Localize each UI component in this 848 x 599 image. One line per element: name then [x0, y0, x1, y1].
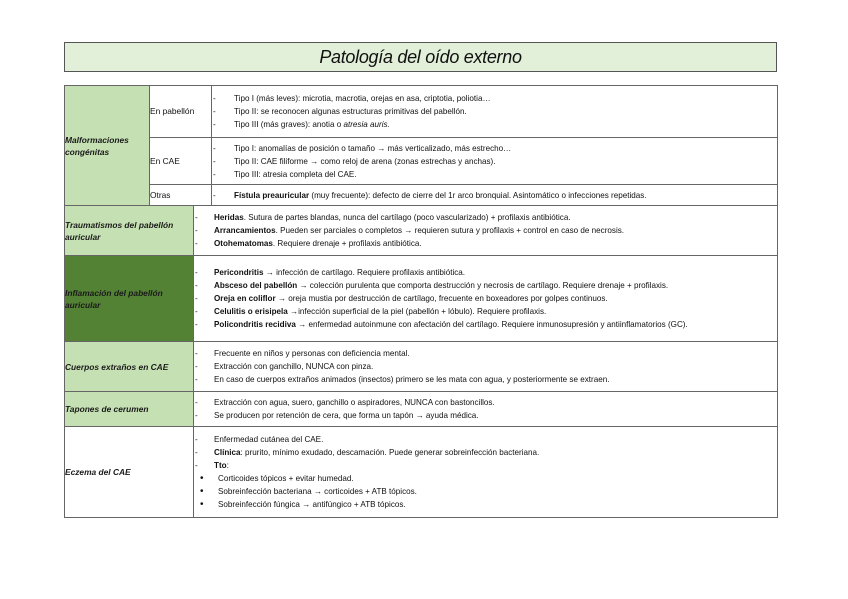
list-item: - Pericondritis → infección de cartílago. Requiere profilaxis antibiótica. [194, 266, 777, 279]
list-item: - Extracción con agua, suero, ganchillo o aspiradores, NUNCA con bastoncillos. [194, 396, 777, 409]
table-row [65, 138, 778, 185]
table-row [65, 427, 778, 518]
subcategory-cae: En CAE [150, 138, 212, 185]
category-inflamacion: Inflamación del pabellón auricular [65, 256, 194, 342]
table-row [65, 86, 778, 138]
content-eczema [194, 427, 778, 518]
list-item: • Sobreinfección bacteriana → corticoides + ATB tópicos. [198, 485, 777, 498]
list-item: • Corticoides tópicos + evitar humedad. [198, 472, 777, 485]
table-row [65, 342, 778, 392]
pathology-table [64, 85, 778, 518]
table-row [65, 185, 778, 206]
content-cae [212, 138, 778, 185]
content-otras [212, 185, 778, 206]
list-item: - Celulitis o erisipela →infección superficial de la piel (pabellón + lóbulo). Requiere profilaxis. [194, 305, 777, 318]
list-item: - Tipo II: se reconocen algunas estructuras primitivas del pabellón. [212, 105, 777, 118]
page-title: Patología del oído externo [319, 46, 522, 67]
list-item: - En caso de cuerpos extraños animados (insectos) primero se les mata con agua, y posteriormente se extraen. [194, 373, 777, 386]
category-eczema: Eczema del CAE [65, 427, 194, 518]
list-item: - Fístula preauricular (muy frecuente): defecto de cierre del 1r arco bronquial. Asintomático o infecciones repetidas. [212, 189, 777, 202]
category-malformaciones: Malformaciones congénitas [65, 86, 150, 206]
content-traumatismos [194, 206, 778, 256]
list-item: - Heridas. Sutura de partes blandas, nunca del cartílago (poco vascularizado) + profilaxis antibiótica. [194, 211, 777, 224]
category-cuerpos-extranos: Cuerpos extraños en CAE [65, 342, 194, 392]
list-item: - Tipo III: atresia completa del CAE. [212, 168, 777, 181]
content-cuerpos-extranos [194, 342, 778, 392]
table-row [65, 256, 778, 342]
table-row [65, 392, 778, 427]
list-item: - Absceso del pabellón → colección purulenta que comporta destrucción y necrosis de cartílago. Requiere drenaje + profilaxis. [194, 279, 777, 292]
content-inflamacion [194, 256, 778, 342]
list-item: - Oreja en coliflor → oreja mustia por destrucción de cartílago, frecuente en boxeadores por golpes continuos. [194, 292, 777, 305]
list-item: - Frecuente en niños y personas con deficiencia mental. [194, 347, 777, 360]
subcategory-pabellon: En pabellón [150, 86, 212, 138]
list-item: - Tipo II: CAE filiforme → como reloj de arena (zonas estrechas y anchas). [212, 155, 777, 168]
list-item: - Policondritis recidiva → enfermedad autoinmune con afectación del cartílago. Requiere inmunosupresión y antiinflamatorios (GC). [194, 318, 777, 331]
list-item: - Tto: [194, 459, 777, 472]
list-item: - Tipo III (más graves): anotia o atresia auris. [212, 118, 777, 131]
list-item: - Extracción con ganchillo, NUNCA con pinza. [194, 360, 777, 373]
table-row [65, 206, 778, 256]
list-item: - Tipo I (más leves): microtia, macrotia, orejas en asa, criptotia, poliotia… [212, 92, 777, 105]
category-tapones: Tapones de cerumen [65, 392, 194, 427]
list-item: - Se producen por retención de cera, que forma un tapón → ayuda médica. [194, 409, 777, 422]
list-item: - Arrancamientos. Pueden ser parciales o completos → requieren sutura y profilaxis + control en caso de necrosis. [194, 224, 777, 237]
list-item: - Otohematomas. Requiere drenaje + profilaxis antibiótica. [194, 237, 777, 250]
list-item: - Tipo I: anomalías de posición o tamaño → más verticalizado, más estrecho… [212, 142, 777, 155]
content-pabellon [212, 86, 778, 138]
category-traumatismos: Traumatismos del pabellón auricular [65, 206, 194, 256]
list-item: • Sobreinfección fúngica → antifúngico + ATB tópicos. [198, 498, 777, 511]
list-item: - Clínica: prurito, mínimo exudado, descamación. Puede generar sobreinfección bacteriana. [194, 446, 777, 459]
page-title-box [64, 42, 777, 72]
content-tapones [194, 392, 778, 427]
subcategory-otras: Otras [150, 185, 212, 206]
list-item: - Enfermedad cutánea del CAE. [194, 433, 777, 446]
